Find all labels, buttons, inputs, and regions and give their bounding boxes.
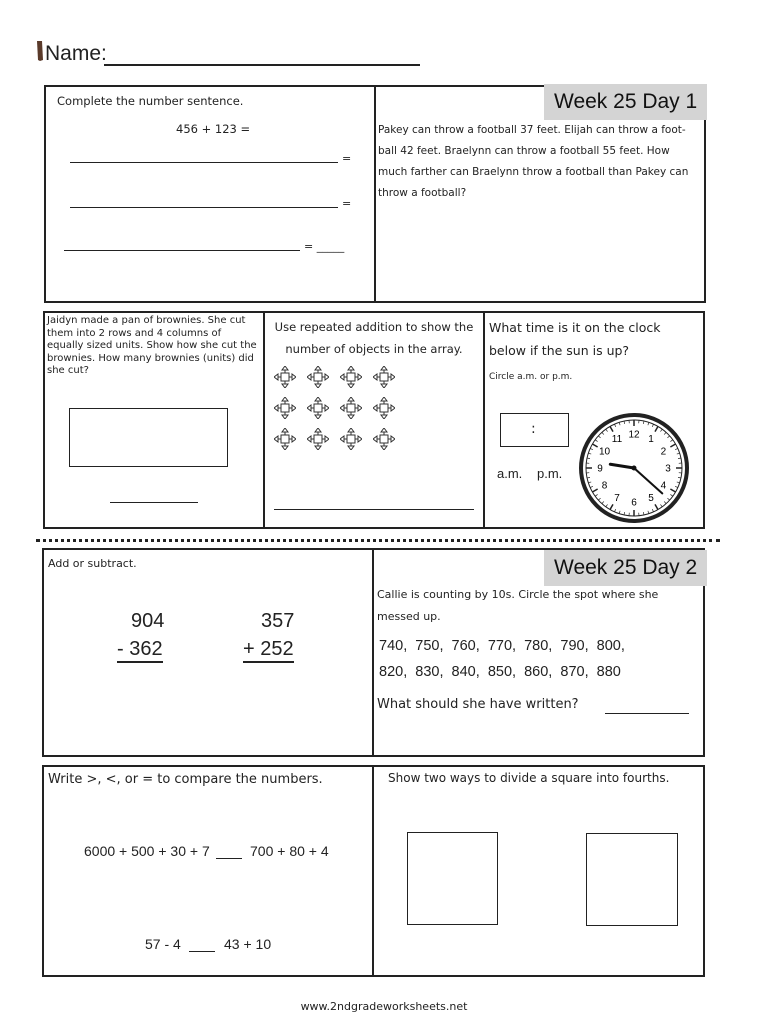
array-object-icon xyxy=(340,366,362,388)
array-object-icon xyxy=(307,428,329,450)
compare-left-2: 57 - 4 xyxy=(145,936,181,952)
square-2[interactable] xyxy=(586,833,678,926)
am-option[interactable]: a.m. xyxy=(497,466,523,481)
q3-word-problem: Jaidyn made a pan of brownies. She cut them into 2 rows and 4 columns of equally sized units. Show how she cut the brownies. How many brownies (units) did she cut? xyxy=(47,315,257,376)
divider xyxy=(374,85,376,303)
d2-q3-prompt: Write >, <, or = to compare the numbers. xyxy=(48,772,323,787)
clock-center xyxy=(632,466,637,471)
time-answer-box[interactable] xyxy=(500,413,569,447)
array-object-icon xyxy=(274,428,296,450)
week-label-day2: Week 25 Day 2 xyxy=(544,550,707,586)
d2-q2-question: What should she have written? xyxy=(377,697,579,712)
clock-number: 6 xyxy=(631,497,637,509)
day-separator xyxy=(36,539,720,542)
clock-number: 5 xyxy=(648,492,654,504)
answer-line-3[interactable] xyxy=(64,250,300,251)
brownie-pan-rectangle[interactable] xyxy=(69,408,228,467)
compare-blank-2[interactable] xyxy=(189,951,215,952)
clock-number: 10 xyxy=(598,446,611,458)
array-object-icon xyxy=(340,428,362,450)
compare-right-1: 700 + 80 + 4 xyxy=(250,843,329,859)
q1-expression: 456 + 123 = xyxy=(176,122,251,136)
eq-sign-3: = _____ xyxy=(304,240,345,253)
clock-number: 9 xyxy=(597,463,603,475)
clock-number: 1 xyxy=(648,434,654,446)
array-object-icon xyxy=(373,366,395,388)
square-1[interactable] xyxy=(407,832,498,925)
footer-url: www.2ndgradeworksheets.net xyxy=(300,1000,468,1013)
q5-question: What time is it on the clock below if the sun is up? xyxy=(489,320,661,358)
array-object-icon xyxy=(373,397,395,419)
compare-left-1: 6000 + 500 + 30 + 7 xyxy=(84,843,210,859)
week-label-day1: Week 25 Day 1 xyxy=(544,84,707,120)
array-object-icon xyxy=(274,366,296,388)
array-object-icon xyxy=(307,366,329,388)
q4-prompt: Use repeated addition to show the number of objects in the array. xyxy=(274,320,474,356)
clock-number: 8 xyxy=(601,480,608,492)
divider xyxy=(372,765,374,977)
answer-line-1[interactable] xyxy=(70,162,338,163)
object-array xyxy=(274,366,414,462)
compare-blank-1[interactable] xyxy=(216,858,242,859)
pm-option[interactable]: p.m. xyxy=(537,466,563,481)
divider xyxy=(263,311,265,529)
q2-word-problem: Pakey can throw a football 37 feet. Elijah can throw a foot-ball 42 feet. Braelynn can throw a football 55 feet. How much farther can Braelynn throw a football than Pakey can throw a football? xyxy=(378,124,689,199)
clock-number: 3 xyxy=(665,463,671,475)
clock-number: 4 xyxy=(660,480,667,492)
clock-number: 11 xyxy=(611,434,623,446)
problem-b-top: 357 xyxy=(261,610,295,632)
analog-clock xyxy=(574,412,694,524)
d2-q2-prompt: Callie is counting by 10s. Circle the spot where she messed up. xyxy=(377,588,659,623)
clock-number: 12 xyxy=(628,429,640,441)
count-line-2: 820, 830, 840, 850, 860, 870, 880 xyxy=(379,664,621,680)
array-answer-line[interactable] xyxy=(274,509,474,510)
problem-b-bottom: + 252 xyxy=(243,638,294,663)
clock-number: 7 xyxy=(614,492,620,504)
count-line-1: 740, 750, 760, 770, 780, 790, 800, xyxy=(379,638,625,654)
d2-q4-prompt: Show two ways to divide a square into fourths. xyxy=(388,771,670,785)
eq-sign-1: = xyxy=(342,152,352,165)
problem-a-bottom: - 362 xyxy=(117,638,163,663)
array-object-icon xyxy=(340,397,362,419)
eq-sign-2: = xyxy=(342,197,352,210)
compare-right-2: 43 + 10 xyxy=(224,936,272,952)
array-object-icon xyxy=(307,397,329,419)
q5-hint: Circle a.m. or p.m. xyxy=(489,372,573,382)
answer-line-2[interactable] xyxy=(70,207,338,208)
pencil-icon xyxy=(36,40,44,62)
name-field[interactable] xyxy=(104,64,420,66)
d2-q1-prompt: Add or subtract. xyxy=(48,557,137,570)
clock-number: 2 xyxy=(660,446,667,458)
array-object-icon xyxy=(373,428,395,450)
problem-a-top: 904 xyxy=(131,610,165,632)
name-label: Name: xyxy=(45,42,107,65)
q1-prompt: Complete the number sentence. xyxy=(57,94,244,108)
array-object-icon xyxy=(274,397,296,419)
brownie-answer-line[interactable] xyxy=(110,502,198,503)
divider xyxy=(372,548,374,757)
divider xyxy=(483,311,485,529)
correction-answer-line[interactable] xyxy=(605,713,689,714)
time-separator: : xyxy=(531,421,536,437)
